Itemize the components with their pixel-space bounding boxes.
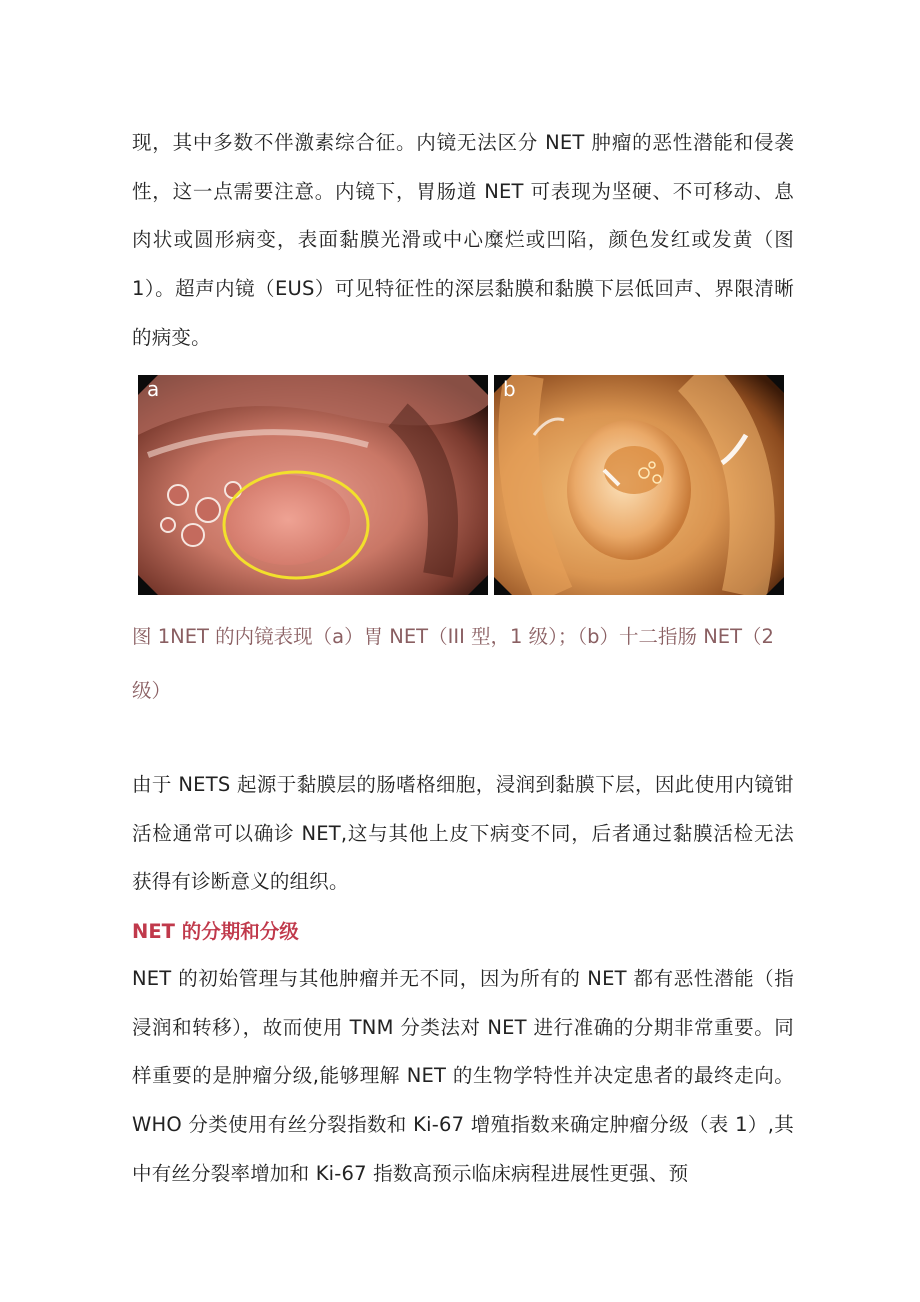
paragraph-endoscopy-findings: 现，其中多数不伴激素综合征。内镜无法区分 NET 肿瘤的恶性潜能和侵袭性，这一点需要注意。内镜下，胃肠道 NET 可表现为坚硬、不可移动、息肉状或圆形病变，表面黏膜光滑或中心糜烂或凹陷，颜色发红或发黄（图 1）。超声内镜（EUS）可见特征性的深层黏膜和黏膜下层低回声、界限清晰的病变。 [132, 131, 794, 349]
endoscopy-image-a [138, 375, 488, 595]
figure-caption: 图 1NET 的内镜表现（a）胃 NET（III 型，1 级）；（b）十二指肠 NET（2 级） [132, 625, 774, 702]
panel-label-b: b [503, 377, 516, 401]
figure-1 [138, 375, 784, 595]
panel-label-a: a [147, 377, 160, 401]
section-heading-staging-grading: NET 的分期和分级 [132, 920, 299, 943]
paragraph-biopsy: 由于 NETS 起源于黏膜层的肠嗜格细胞，浸润到黏膜下层，因此使用内镜钳活检通常可以确诊 NET,这与其他上皮下病变不同，后者通过黏膜活检无法获得有诊断意义的组织。 [132, 773, 794, 894]
endoscopy-image-b [494, 375, 784, 595]
paragraph-staging: NET 的初始管理与其他肿瘤并无不同，因为所有的 NET 都有恶性潜能（指浸润和转移），故而使用 TNM 分类法对 NET 进行准确的分期非常重要。同样重要的是肿瘤分级,能够理解 NET 的生物学特性并决定患者的最终走向。WHO 分类使用有丝分裂指数和 Ki-67 增殖指数来确定肿瘤分级（表 1）,其中有丝分裂率增加和 Ki-67 指数高预示临床病程进展性更强、预 [132, 967, 794, 1185]
